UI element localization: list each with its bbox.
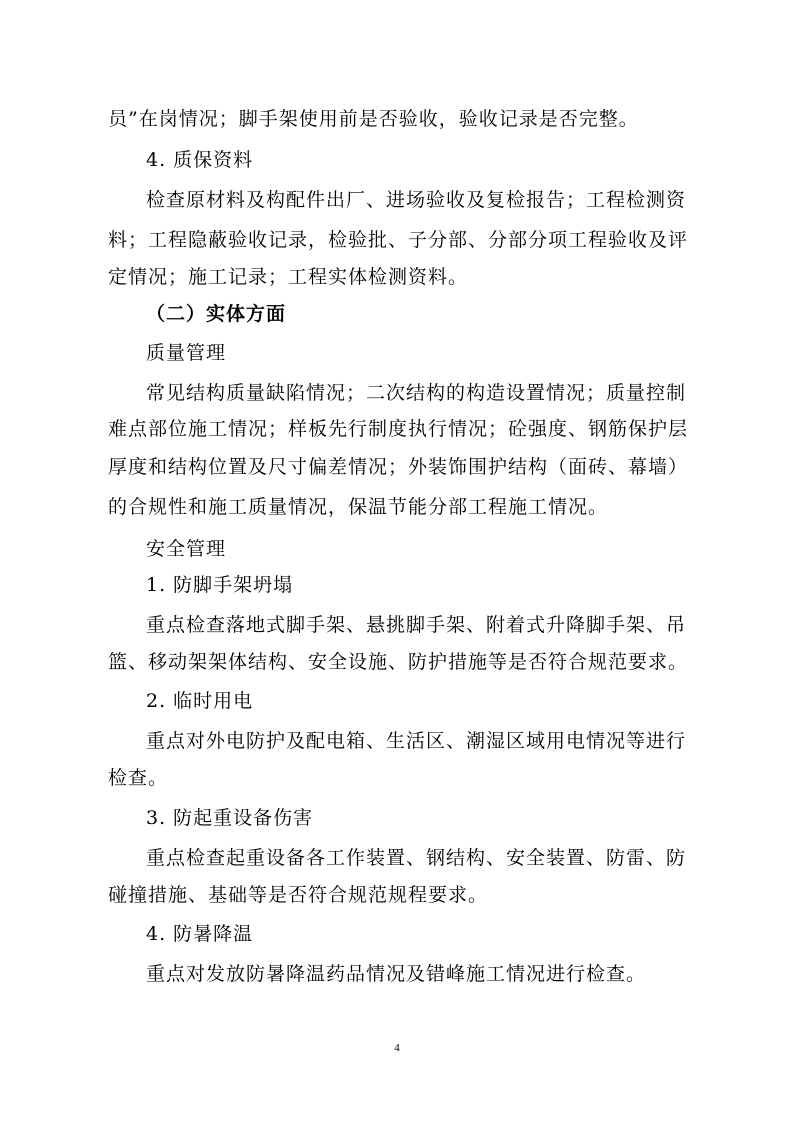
page-number: 4 (394, 1042, 400, 1054)
section-heading: 安全管理 (146, 538, 227, 560)
section-heading: 4. 质保资料 (146, 149, 254, 171)
section-heading: （二）实体方面 (146, 303, 287, 325)
paragraph-line: 重点对外电防护及配电箱、生活区、潮湿区域用电情况等进行 (146, 730, 687, 752)
paragraph-line: 料；工程隐蔽验收记录，检验批、子分部、分部分项工程验收及评 (108, 229, 689, 251)
paragraph-line: 重点对发放防暑降温药品情况及错峰施工情况进行检查。 (146, 963, 647, 985)
section-heading: 2. 临时用电 (146, 690, 254, 712)
paragraph-line: 员”在岗情况；脚手架使用前是否验收，验收记录是否完整。 (108, 108, 639, 130)
section-heading: 4. 防暑降温 (146, 923, 254, 945)
paragraph-line: 重点检查落地式脚手架、悬挑脚手架、附着式升降脚手架、吊 (146, 614, 687, 636)
paragraph-line: 篮、移动架架体结构、安全设施、防护措施等是否符合规范要求。 (108, 651, 689, 673)
paragraph-line: 难点部位施工情况；样板先行制度执行情况；砼强度、钢筋保护层 (108, 418, 689, 440)
paragraph-line: 碰撞措施、基础等是否符合规范规程要求。 (108, 884, 489, 906)
paragraph-line: 检查原材料及构配件出厂、进场验收及复检报告；工程检测资 (146, 189, 687, 211)
paragraph-line: 的合规性和施工质量情况，保温节能分部工程施工情况。 (108, 496, 609, 518)
paragraph-line: 检查。 (108, 767, 169, 789)
section-heading: 1. 防脚手架坍塌 (146, 574, 294, 596)
section-heading: 3. 防起重设备伤害 (146, 807, 314, 829)
section-heading: 质量管理 (146, 342, 227, 364)
paragraph-line: 厚度和结构位置及尺寸偏差情况；外装饰围护结构（面砖、幕墙） (108, 456, 689, 478)
paragraph-line: 定情况；施工记录；工程实体检测资料。 (108, 266, 469, 288)
paragraph-line: 重点检查起重设备各工作装置、钢结构、安全装置、防雷、防 (146, 847, 687, 869)
paragraph-line: 常见结构质量缺陷情况；二次结构的构造设置情况；质量控制 (146, 382, 687, 404)
